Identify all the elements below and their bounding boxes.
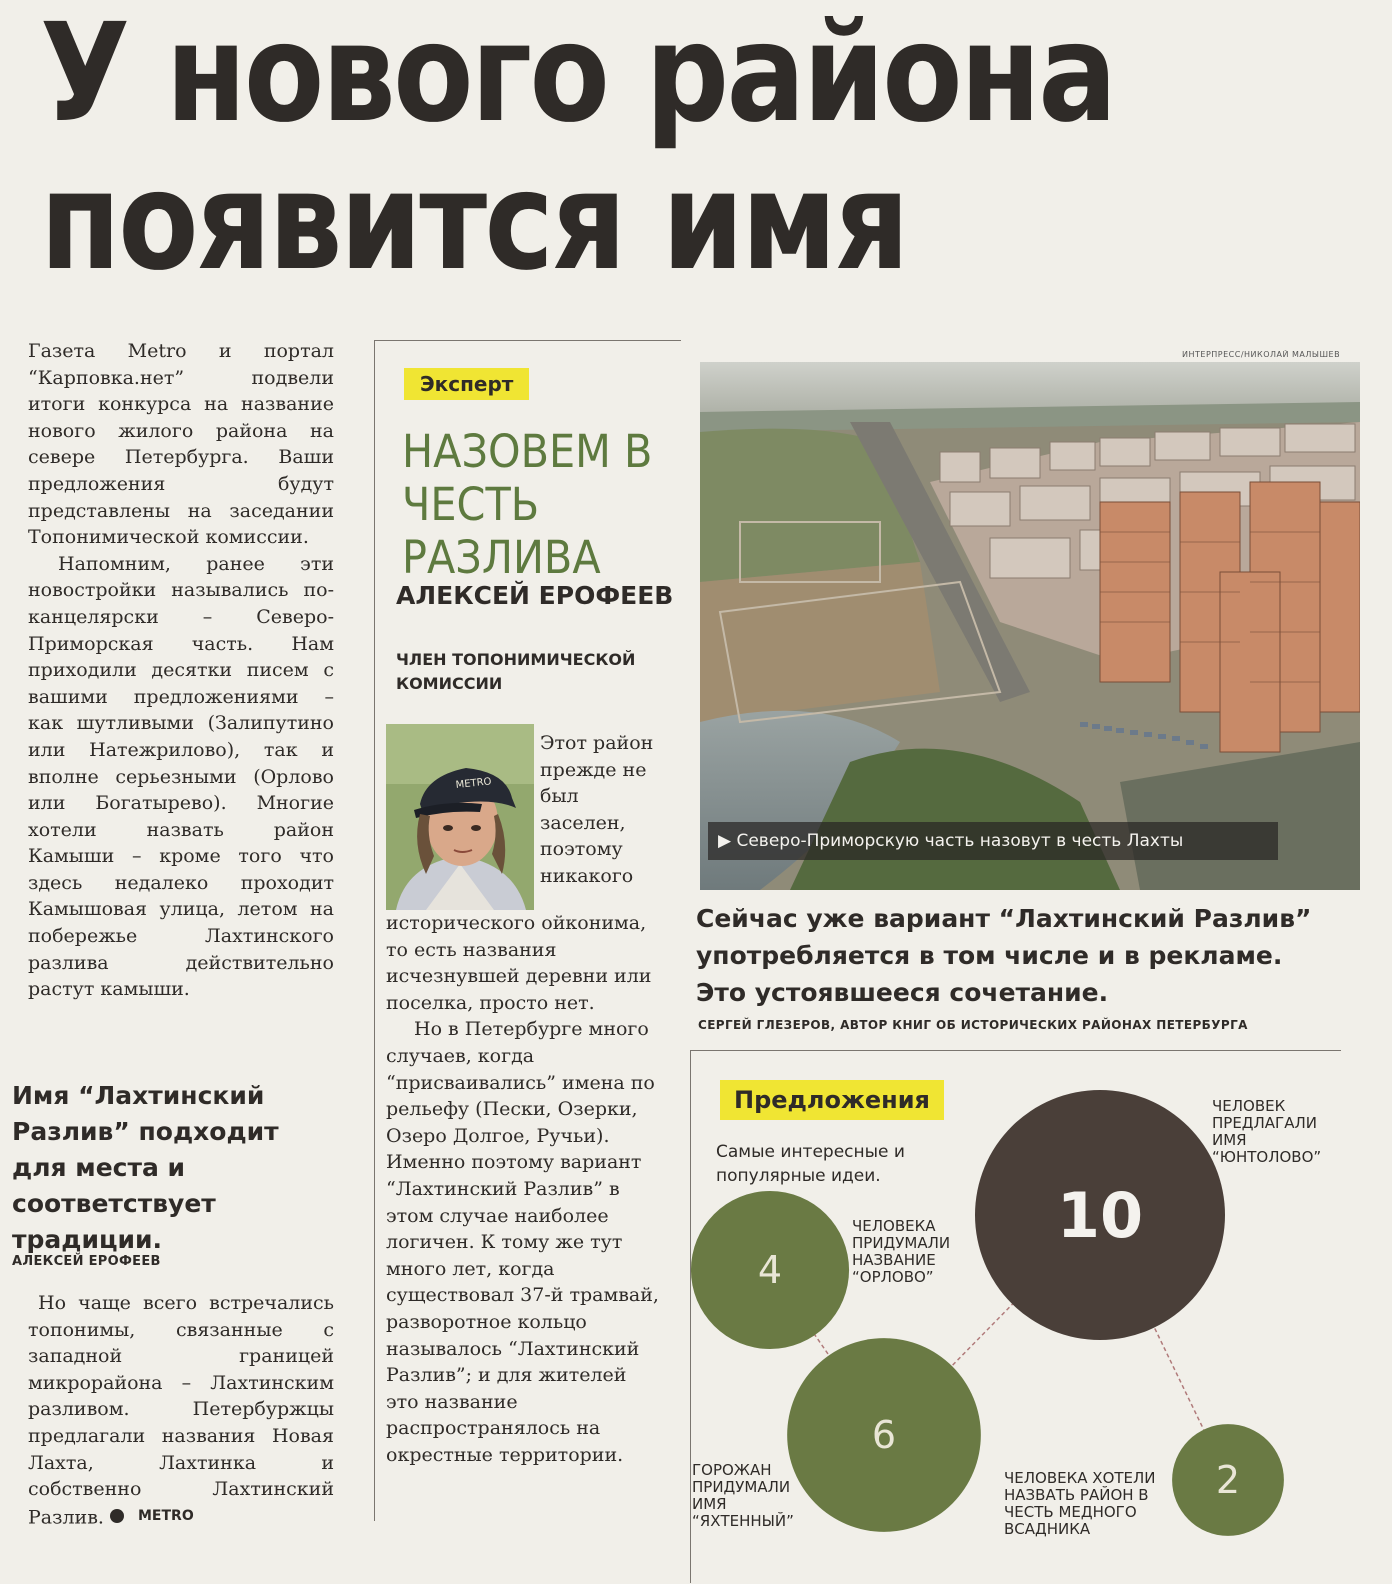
bubble-label-yakhtenny: ГОРОЖАН ПРИДУМАЛИ ИМЯ “ЯХТЕННЫЙ” (692, 1461, 794, 1530)
left-paragraph-3: Но чаще всего встречались топонимы, связанные с западной границей микрорайона – Лахтинским разливом. Петербуржцы предлагали названия Новая Лахта, Лахтинка и собственно Лахтинский Разлив. (28, 1292, 334, 1529)
bubble-label-vsadnik: ЧЕЛОВЕКА ХОТЕЛИ НАЗВАТЬ РАЙОН В ЧЕСТЬ МЕДНОГО ВСАДНИКА (1004, 1469, 1156, 1538)
aerial-photo (700, 362, 1360, 890)
expert-tag: Эксперт (404, 368, 529, 400)
metro-logo (110, 1503, 194, 1530)
headline-line-2: появится имя (40, 143, 907, 301)
proposals-subtitle: Самые интересные и популярные идеи. (716, 1142, 905, 1186)
pull-quote-right: Сейчас уже вариант “Лахтинский Разлив” употребляется в том числе и в рекламе. Это устоявшееся сочетание. (696, 904, 1312, 1007)
expert-role: ЧЛЕН ТОПОНИМИЧЕСКОЙ КОМИССИИ (396, 650, 636, 693)
aerial-photo-image (700, 362, 1360, 890)
pull-quote-right-author: СЕРГЕЙ ГЛЕЗЕРОВ, АВТОР КНИГ ОБ ИСТОРИЧЕСКИХ РАЙОНАХ ПЕТЕРБУРГА (698, 1018, 1248, 1032)
expert-text (386, 730, 662, 1468)
svg-text:METRO: METRO (455, 776, 492, 791)
expert-paragraph-2: Но в Петербурге много случаев, когда “присваивались” имена по рельефу (Пески, Озерки, Озеро Долгое, Ручьи). Именно поэтому вариант “Лахтинский Разлив” в этом случае наиболее логичен. К тому же тут много лет, когда существовал 37-й трамвай, разворотное кольцо называлось “Лахтинский Разлив”; и для жителей это название распространялось на окрестные территории. (386, 1018, 659, 1466)
bubble-label-yuntolovo: ЧЕЛОВЕК ПРЕДЛАГАЛИ ИМЯ “ЮНТОЛОВО” (1212, 1097, 1322, 1166)
bubble-value-10: 10 (1056, 1179, 1144, 1252)
expert-name: АЛЕКСЕЙ ЕРОФЕЕВ (396, 581, 674, 610)
expert-title: НАЗОВЕМ В ЧЕСТЬ РАЗЛИВА (402, 425, 653, 584)
expert-paragraph-1: Этот район прежде не был заселен, поэтому никакого исторического ойконима, то есть названия исчезнувшей деревни или поселка, просто нет. (386, 732, 654, 1014)
bubble-label-orlovo: ЧЕЛОВЕКА ПРИДУМАЛИ НАЗВАНИЕ “ОРЛОВО” (852, 1217, 951, 1286)
photo-credit: ИНТЕРПРЕСС/НИКОЛАЙ МАЛЫШЕВ (1182, 350, 1341, 359)
left-paragraph-2: Напомним, ранее эти новостройки назывались по-канцелярски – Северо-Приморская часть. Нам приходили десятки писем с вашими предложениями – как шутливыми (Залипутино или Натежрилово), так и вполне серьезными (Орлово или Богатырево). Многие хотели назвать район Камыши – кроме того что здесь недалеко проходит Камышовая улица, летом на побережье Лахтинского разлива действительно растут камыши. (28, 552, 334, 1001)
headline (40, 0, 1175, 301)
bubble-value-4: 4 (757, 1248, 783, 1292)
left-column (28, 338, 334, 1003)
bubble-value-2: 2 (1215, 1458, 1241, 1502)
left-column-bottom (28, 1290, 334, 1531)
metro-logo-text: METRO (138, 1507, 194, 1524)
bubble-value-6: 6 (871, 1413, 897, 1457)
pull-quote-left-author: АЛЕКСЕЙ ЕРОФЕЕВ (12, 1254, 161, 1269)
metro-dot-icon (110, 1509, 124, 1523)
headline-line-1: У нового района (40, 0, 1115, 153)
photo-caption: ▶ Северо-Приморскую часть назовут в честь Лахты (708, 822, 1278, 860)
left-paragraph-1: Газета Metro и портал “Карповка.нет” подвели итоги конкурса на название нового жилого района на севере Петербурга. Ваши предложения будут представлены на заседании Топонимической комиссии. (28, 340, 334, 549)
pull-quote-left: Имя “Лахтинский Разлив” подходит для места и соответствует традиции. (12, 1081, 279, 1254)
proposals-tag: Предложения (720, 1080, 944, 1120)
